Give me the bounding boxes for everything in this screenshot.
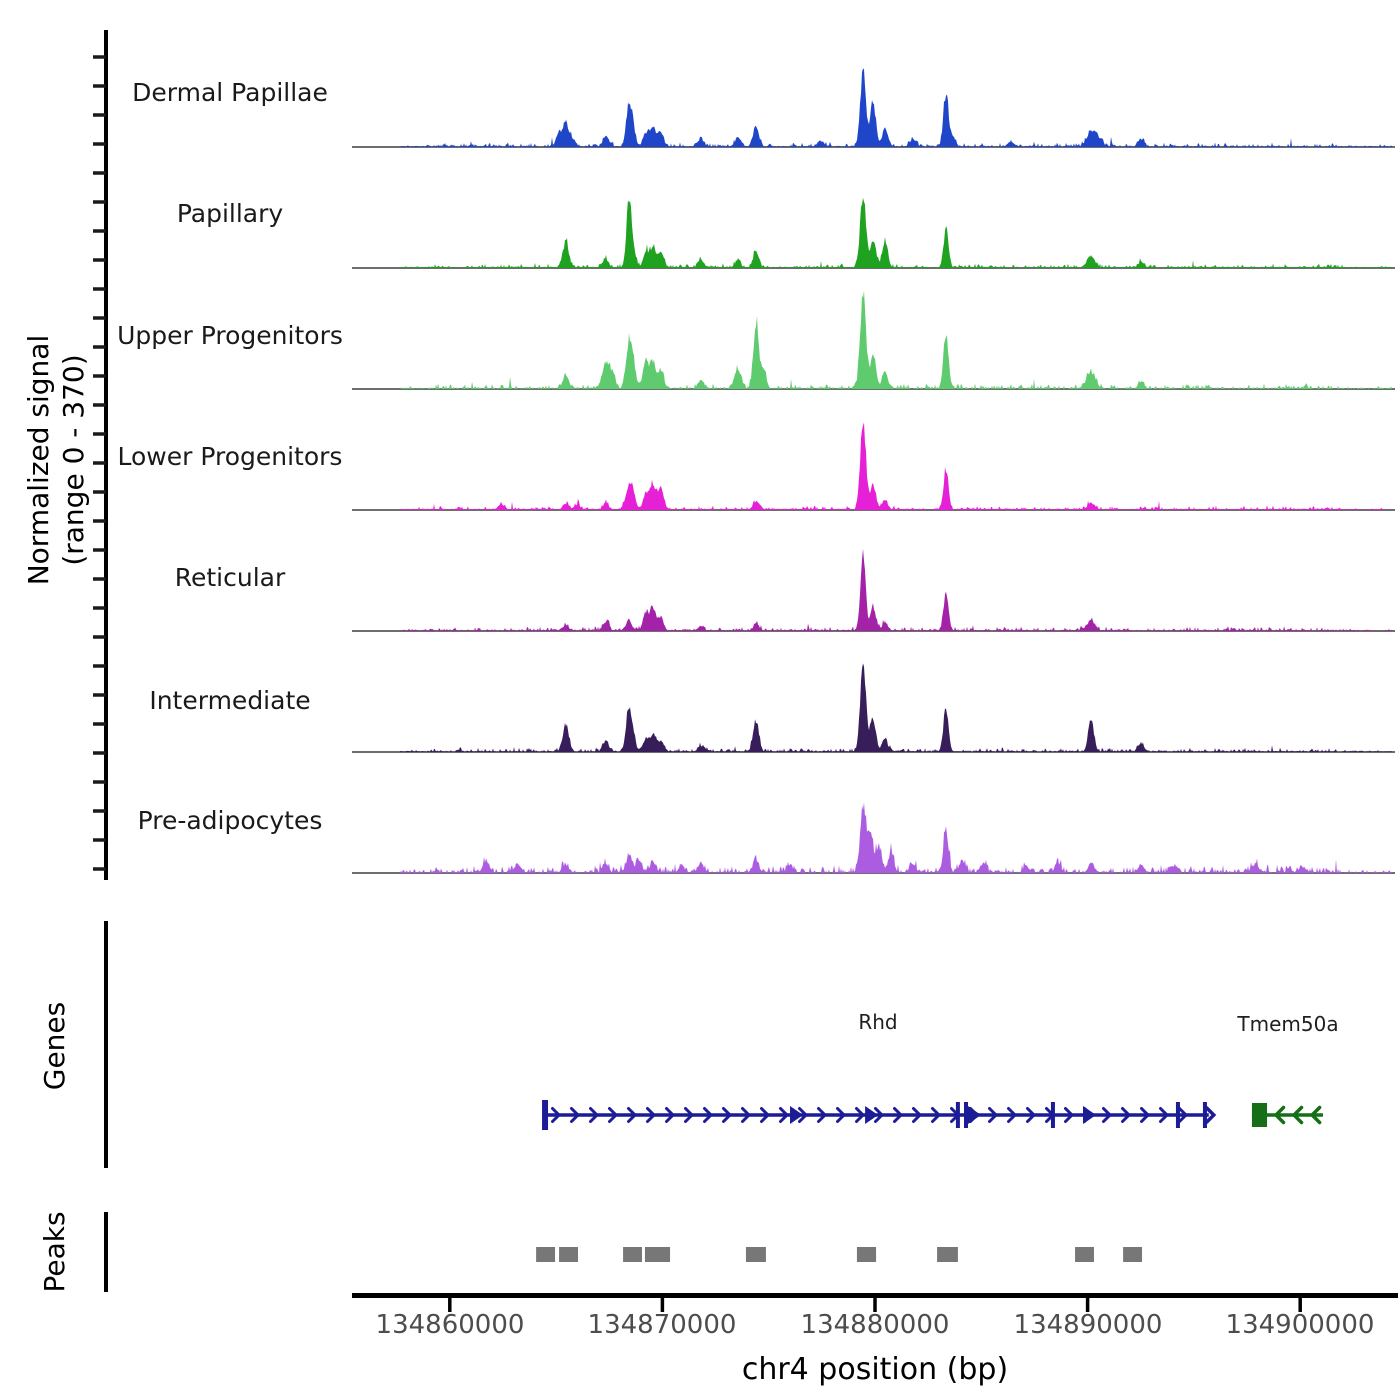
x-axis-title: chr4 position (bp) [741, 1352, 1009, 1387]
peak-region-box [536, 1247, 555, 1262]
peak-region-box [746, 1247, 766, 1262]
x-tick-label-134900000: 134900000 [1225, 1310, 1375, 1340]
peak-region-box [623, 1247, 642, 1262]
signal-track-dermal-papillae [400, 69, 1392, 148]
y-axis-label-line1: Normalized signal [22, 334, 55, 586]
x-tick-label-134860000: 134860000 [375, 1310, 525, 1340]
track-label-upper-progenitors: Upper Progenitors [117, 321, 343, 350]
peak-region-box [1123, 1247, 1142, 1262]
x-tick-label-134870000: 134870000 [587, 1310, 737, 1340]
peak-region-box [937, 1247, 958, 1262]
track-label-papillary: Papillary [176, 199, 284, 228]
gene-label-tmem50a: Tmem50a [1237, 1012, 1339, 1036]
genes-section-label: Genes [38, 1001, 71, 1091]
signal-track-intermediate [400, 663, 1392, 752]
signal-track-upper-progenitors [400, 291, 1392, 389]
peak-region-box [645, 1247, 670, 1262]
peak-region-box [559, 1247, 578, 1262]
peaks-section-label: Peaks [38, 1211, 71, 1293]
track-label-pre-adipocytes: Pre-adipocytes [137, 806, 323, 835]
track-label-lower-progenitors: Lower Progenitors [117, 442, 343, 471]
track-label-reticular: Reticular [174, 563, 286, 592]
signal-track-pre-adipocytes [400, 802, 1392, 873]
signal-track-reticular [400, 549, 1392, 631]
x-tick-label-134880000: 134880000 [800, 1310, 950, 1340]
y-axis-label [21, 245, 93, 675]
signal-track-papillary [400, 198, 1392, 268]
x-tick-label-134890000: 134890000 [1013, 1310, 1163, 1340]
y-axis-label-line2: (range 0 - 370) [57, 354, 90, 566]
signal-track-lower-progenitors [400, 422, 1392, 510]
gene-label-rhd: Rhd [858, 1010, 898, 1034]
track-label-intermediate: Intermediate [149, 686, 311, 715]
peak-region-box [857, 1247, 876, 1262]
track-label-dermal-papillae: Dermal Papillae [132, 78, 328, 107]
peak-region-box [1075, 1247, 1094, 1262]
